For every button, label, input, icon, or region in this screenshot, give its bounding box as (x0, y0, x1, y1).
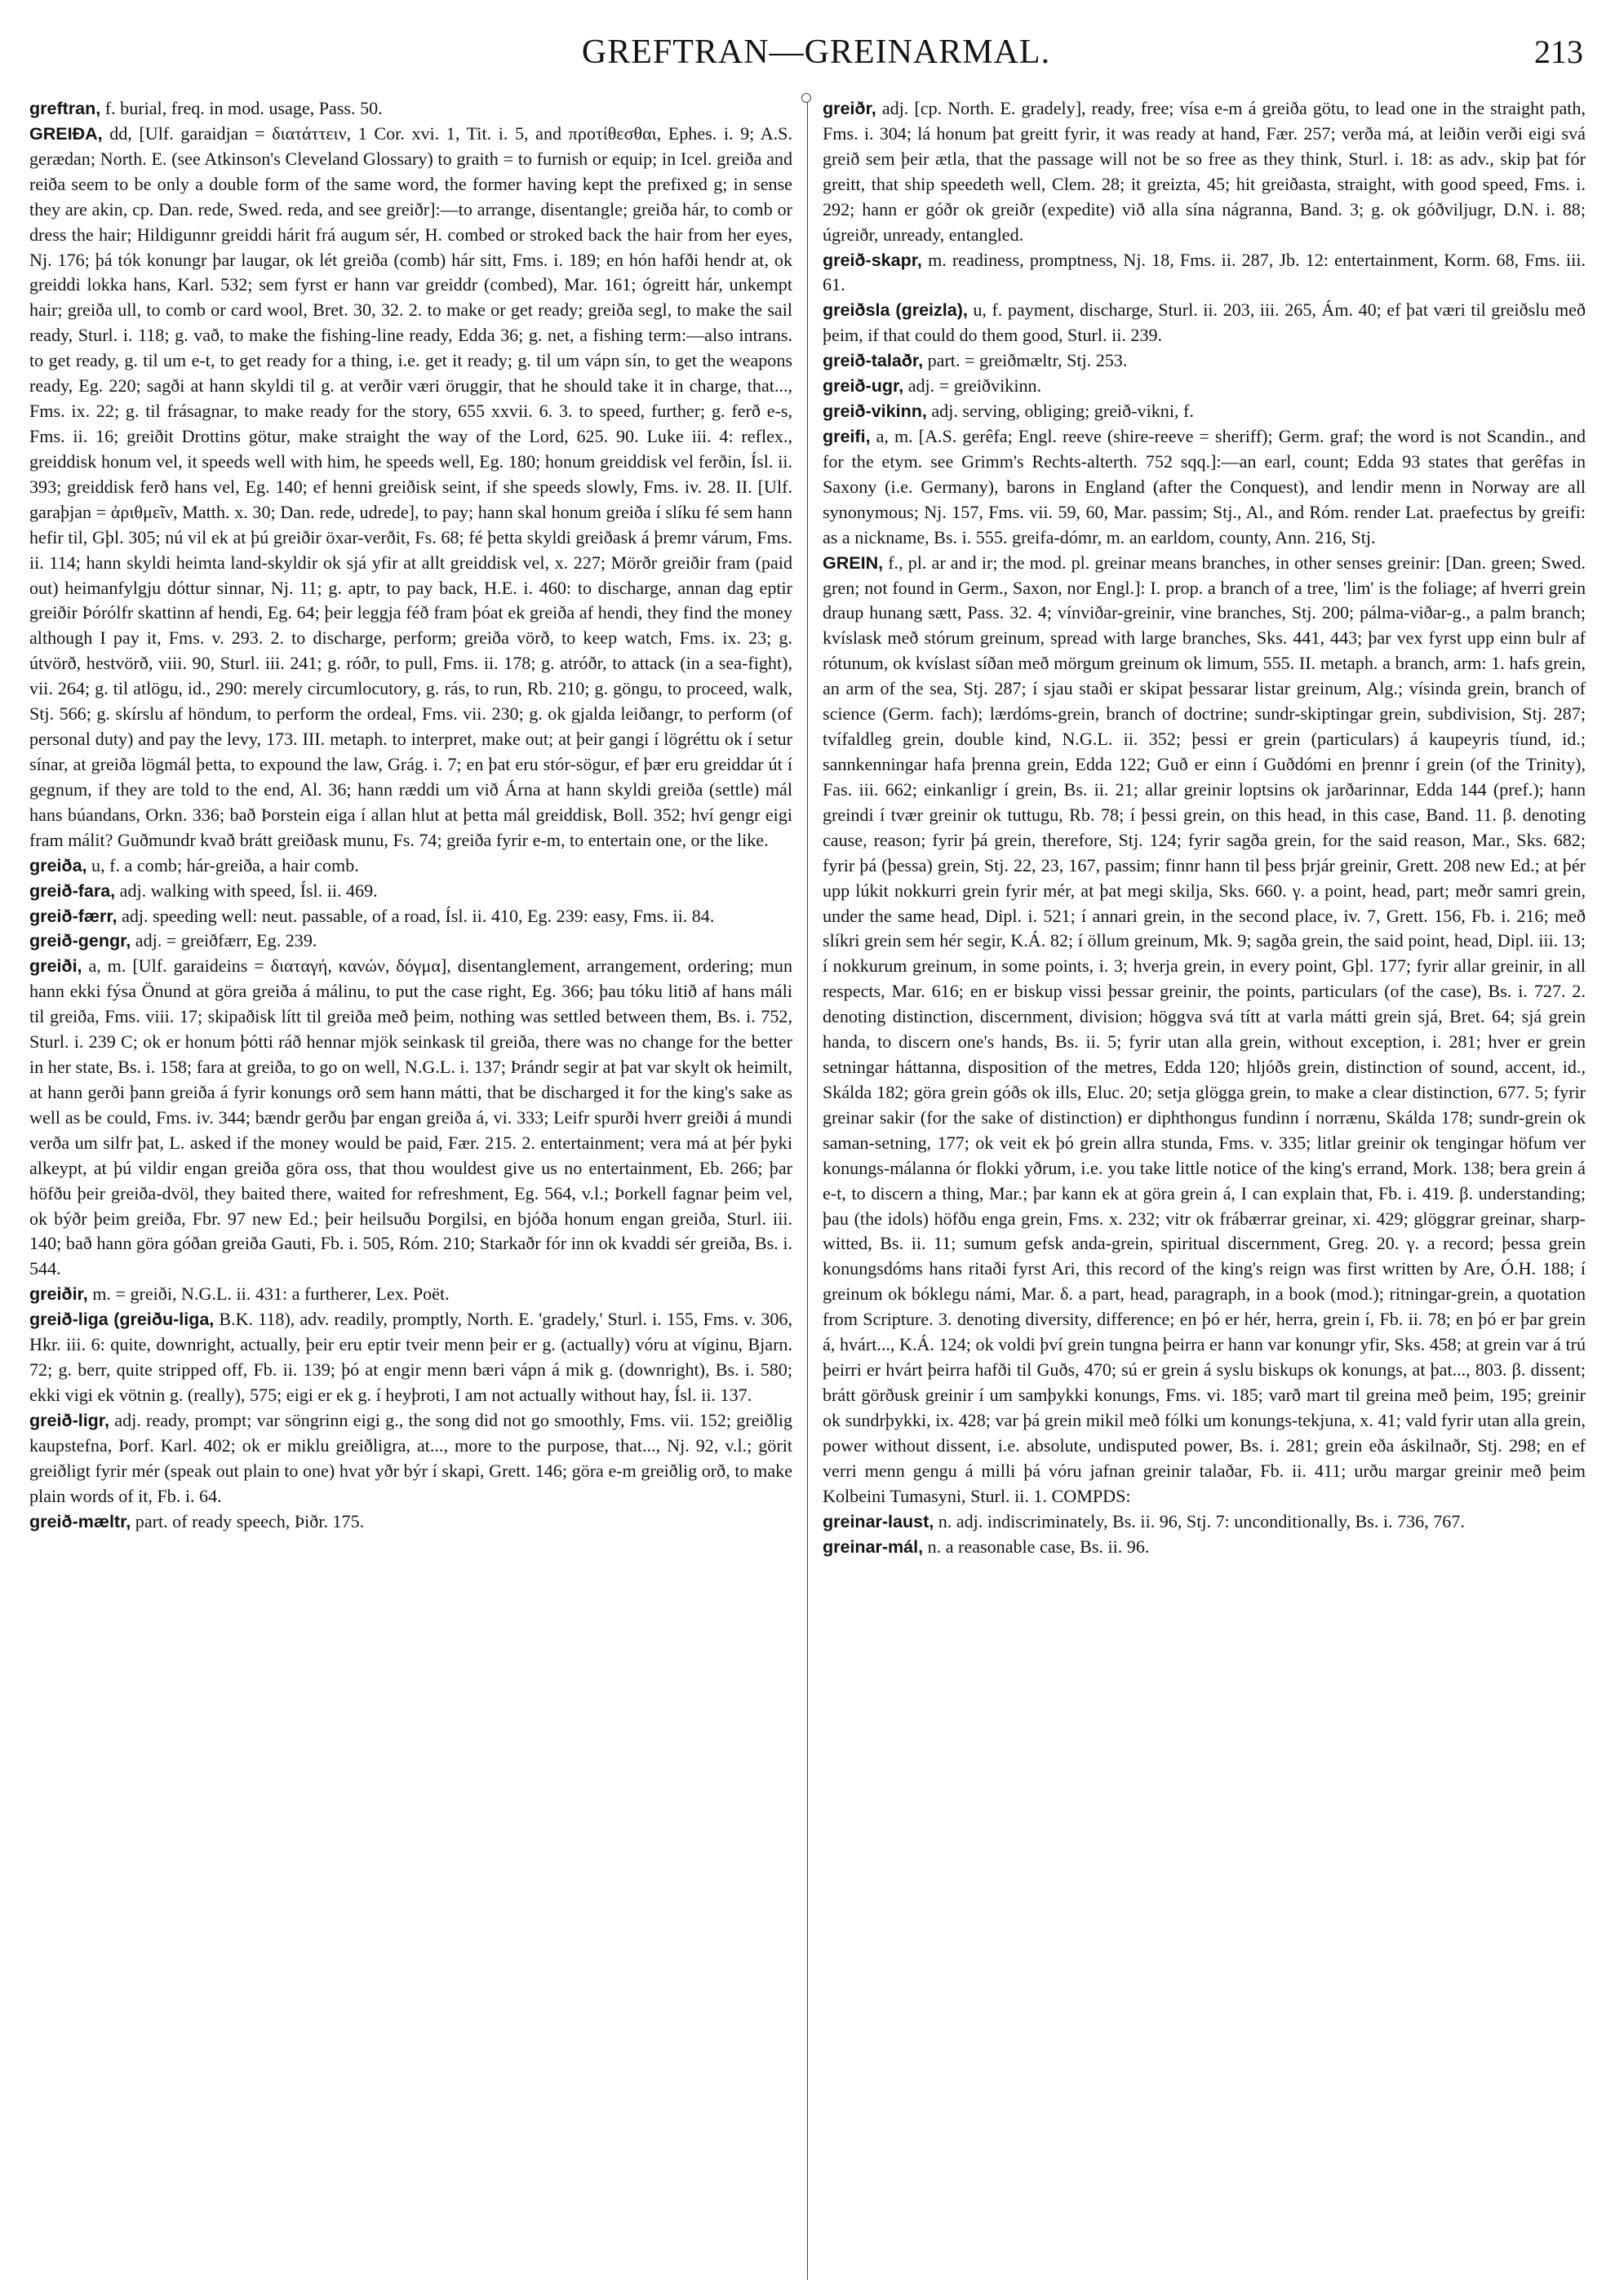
entry-definition: n. adj. indiscriminately, Bs. ii. 96, Stj. 7: unconditionally, Bs. i. 736, 767. (938, 1510, 1465, 1531)
entry-definition: f., pl. ar and ir; the mod. pl. greinar means branches, in other senses greinir: [Dan. green; Swed. gren; not found in Germ., Saxon, nor Engl.]: I. prop. a branch of a tree, 'lim' is the foliage; af hverri grein draup hunang sætt, Pass. 32. 4; vínviðar-greinir, vine branches, Stj. 200; pálma-viðar-g., a palm branch; kvíslask með stórum greinum, spread with large branches, Sks. 441, 443; þar vex fyrst upp einn bulr af rótunum, ok kvíslast síðan með mörgum greinum ok limum, 555. II. metaph. a branch, arm: 1. hafs grein, an arm of the sea, Stj. 287; í sjau staði er skipat þessarar listar greinum, Alg.; vísinda grein, branch of science (Germ. fach); lærdóms-grein, branch of doctrine; sundr-skiptingar grein, subdivision, Stj. 287; tvífaldleg grein, double kind, N.G.L. ii. 352; þessi er grein (particulars) á kaupeyris tíund, id.; sannkenningar hafa þrenna grein, Edda 122; Guð er einn í Guðdómi en þrennr í grein (of the Trinity), Fas. iii. 662; einkanligr í grein, Bs. ii. 21; allar greinir loptsins ok jarðarinnar, Edda 144 (pref.); hann greindi í tvær greinir ok tuttugu, Rb. 78; í þessi grein, on this head, in this case, Band. 11. β. denoting cause, reason; fyrir þá grein, therefore, Stj. 124; fyrir sagða grein, for the said reason, Mar., Sks. 682; fyrir þá (þessa) grein, Stj. 22, 23, 167, passim; finnr hann til þess þrjár greinir, Grett. 208 new Ed.; at þér upp lúkit nokkurri grein fyrir mér, at þat megi skilja, Sks. 660. γ. a point, head, part; meðr samri grein, under the same head, Dipl. i. 521; í annari grein, in the second place, iv. 7, Grett. 156, Fb. i. 216; með slíkri grein sem hér segir, K.Á. 82; í öllum greinum, Mk. 9; sagða grein, the said point, head, Dipl. iii. 13; í nokkurum greinum, in some points, i. 3; hverja grein, in every point, Gþl. 177; fyrir allar greinir, in all respects, Mar. 616; en er biskup vissi þessar greinir, the points, particulars (of the case), Bs. i. 727. 2. denoting distinction, discernment, division; höggva svá títt at varla mátti grein sjá, Bret. 64; sjá grein handa, to discern one's hands, Bs. ii. 5; fyrir utan alla grein, without exception, i. 281; hver er grein setningar háttanna, disposition of the metres, Edda 120; hljóðs grein, distinction of sound, accent, id., Skálda 182; göra grein góðs ok ills, Eluc. 20; setja glögga grein, to make a clear distinction, 677. 5; fyrir greinar sakir (for the sake of distinction) er diphthongus fundinn í norrænu, Skálda 178; sundr-grein ok saman-setning, 177; ok veit ek þó grein allra stunda, Fms. v. 335; litlar greinir ok tengingar höfum ver konungs-málanna ór flokki yðrum, i.e. you take little notice of the king's errand, Mork. 138; bera grein á e-t, to discern a thing, Mar.; þar kann ek at göra grein á, I can explain that, Fb. i. 419. β. understanding; þau (the idols) höfðu enga grein, Fms. x. 232; vitr ok frábærrar greinar, xi. 429; glöggrar greinar, sharp-witted, Bs. ii. 11; sumum gefsk anda-grein, spiritual discernment, Greg. 20. γ. a record; þessa grein konungsdóms hans ritaði fyrst Ari, this record of the king's reign was first written by Are, Ó.H. 188; í greinum ok bóklegu námi, Mar. δ. a part, head, paragraph, in a book (mod.); ritningar-grein, a quotation from Scripture. 3. denoting diversity, difference; en þó er hér, herra, grein í, Fb. ii. 78; en þó er þar grein á, hvárt..., K.Á. 124; ok voldi því grein tungna þeirra er hann var konungr yfir, Sks. 458; at grein var á trú þeirri er hvárt þeirra hafði til Guðs, 470; sú er grein á syslu biskups ok konungs, at þat..., 803. β. dissent; brátt görðusk greinir í um samþykki konungs, Fms. vi. 185; varð mart til greina með þeim, 195; greinir ok sundrþykki, ix. 428; var þá grein mikil með fólki um konungs-tekjuna, x. 41; vald fyrir utan alla grein, power without dissent, i.e. absolute, undisputed power, Bs. i. 281; grein eða áskilnaðr, Stj. 298; en ef verri menn gengu á milli þá vóru jafnan greinir talaðar, Fb. ii. 411; urðu margar greinir með þeim Kolbeini Tumasyni, Sturl. ii. 1. COMPDS: (823, 552, 1586, 1506)
entry-headword: greinar-laust, (823, 1511, 934, 1531)
entry-headword: greið-mæltr, (29, 1511, 131, 1531)
dictionary-entry (823, 424, 1586, 551)
entry-definition: a, m. [Ulf. garaideins = διαταγή, κανών, δόγμα], disentanglement, arrangement, ordering; mun hann ekki fýsa Önund at göra greiða á málinu, to put the case right, Eg. 366; þau tóku litið af hans máli til greiða, Fms. viii. 17; skipaðisk lítt til greiða með þeim, nothing was settled between them, Bs. i. 752, Sturl. i. 239 C; ok er honum þótti ráð hennar mjök seinkask til greiða, there was no change for the better in her state, Bs. i. 158; fara at greiða, to go on well, N.G.L. i. 137; Þrándr segir at þat var skylt ok heimilt, at hann gerði þann greiða á fyrir konungs orð sem hann mátti, that be discharged it for the king's sake as well as be could, Fms. iv. 344; bændr gerðu þar engan greiða á, vi. 333; Leifr spurði hverr greiði á mundi verða um silfr þat, L. asked if the money would be paid, Fær. 215. 2. entertainment; vera má at þér þyki alkeypt, at þú vildir engan greiða göra oss, that thou wouldest give us no entertainment, Eb. 266; þar höfðu þeir greiða-dvöl, they baited there, waited for refreshment, Eg. 564, v.l.; Þorkell fagnar þeim vel, ok býðr þeim greiða, Fbr. 97 new Ed.; þeir heilsuðu Þorgilsi, en bjóða honum engan greiða, Sturl. iii. 140; bað hann göra góðan greiða Gauti, Fb. i. 505, Róm. 210; Starkaðr fór inn ok kvaddi sér greiða, Bs. i. 544. (29, 955, 792, 1279)
entry-headword: greið-gengr, (29, 931, 131, 951)
entry-headword: greiðsla (greizla), (823, 300, 968, 321)
dictionary-entry (29, 122, 792, 853)
entry-headword: greiði, (29, 956, 82, 977)
column-rule-ornament (801, 93, 811, 103)
dictionary-entry (823, 374, 1586, 399)
entry-definition: part. of ready speech, Þiðr. 175. (135, 1510, 365, 1531)
dictionary-entry (29, 904, 792, 929)
dictionary-entry (29, 879, 792, 904)
entry-definition: adj. speeding well: neut. passable, of a road, Ísl. ii. 410, Eg. 239: easy, Fms. ii. 84. (122, 905, 715, 926)
dictionary-entry (823, 551, 1586, 1509)
entry-definition: m. readiness, promptness, Nj. 18, Fms. ii. 287, Jb. 12: entertainment, Korm. 68, Fms. iii. 61. (823, 249, 1586, 295)
column-rule (807, 96, 808, 2280)
entry-definition: adj. = greiðfærr, Eg. 239. (135, 930, 317, 951)
entry-definition: dd, [Ulf. garaidjan = διατάττειν, 1 Cor. xvi. 1, Tit. i. 5, and προτίθεσθαι, Ephes. i. 9; A.S. gerædan; North. E. (see Atkinson's Cleveland Glossary) to graith = to furnish or equip; in Icel. greiða and reiða seem to be only a double form of the same word, the former having kept the prefixed g; in sense they are akin, cp. Dan. rede, Swed. reda, and see greiðr]:—to arrange, disentangle; greiða hár, to comb or dress the hair; Hildigunnr greiddi hárit frá augum sér, H. combed or stroked back the hair from her eyes, Nj. 176; þá tók konungr þar laugar, ok lét greiða (comb) hár sitt, Fms. i. 189; en hón hafði hendr at, ok greiddi lokka hans, Karl. 532; sem fyrst er hann var greiddr (combed), Mar. 161; ógreitt hár, unkempt hair; greiða ull, to comb or card wool, Bret. 30, 32. 2. to make or get ready; greiða segl, to make the sail ready, Sturl. i. 118; g. vað, to make the fishing-line ready, Edda 36; g. net, a fishing term:—also intrans. to get ready, g. til um e-t, to get ready for a thing, i.e. get it ready; g. til um vápn sín, to get the weapons ready, Eg. 220; sagði at hann skyldi til g. at verðir væri öruggir, that he should take it in charge, that..., Fms. ix. 22; g. til frásagnar, to make ready for the story, 655 xxvii. 6. 3. to speed, further; g. ferð e-s, Fms. ii. 16; greiðit Drottins götur, make straight the way of the Lord, 625. 90. Luke iii. 4: reflex., greiddisk honum vel, it speeds well with him, he speeds well, Eg. 180; honum greiddisk vel ferðin, Ísl. ii. 393; greiddisk ferð hans vel, Eg. 140; ef henni greiðisk seint, if she speeds slowly, Fms. iv. 28. II. [Ulf. garaþjan = ἀριθμεῖν, Matth. x. 30; Dan. rede, udrede], to pay; hann skal honum greiða í slíku fé sem hann hefir til, Gþl. 305; nú vil ek at þú greiðir öxar-verðit, Fs. 68; fé þetta skyldi greiðask á þremr várum, Fms. ii. 114; hann skyldi heimta land-skyldir ok sjá yfir at allt greiddisk vel, x. 227; Mörðr greiðir fram (paid out) heimanfylgju dóttur sinnar, Nj. 11; g. aptr, to pay back, H.E. i. 460: to discharge, annan dag eptir greiðir Þórólfr skattinn af hendi, Eg. 64; þeir leggja féð fram þóat ek greiða af hendi, they find the money although I pay it, Fms. v. 293. 2. to discharge, perform; greiða vörð, to keep watch, Fms. ix. 23; g. útvörð, hestvörð, viii. 90, Sturl. iii. 241; g. róðr, to pull, Fms. ii. 178; g. atróðr, to attack (in a sea-fight), vii. 264; g. til atlögu, id., 290: merely circumlocutory, g. rás, to run, Rb. 210; g. göngu, to proceed, walk, Stj. 566; g. skírslu af höndum, to perform the ordeal, Fms. vii. 230; g. ok gjalda leiðangr, to perform (of personal duty) and pay the levy, 173. III. metaph. to interpret, make out; at þeir gangi í lögréttu ok í setur sínar, at greiða lögmál þetta, to expound the law, Grág. i. 7; en þat eru stór-sögur, ef þær eru greiddar út í gegnum, if they are told to the end, Al. 36; hann ræddi um við Árna at hann skyldi greiða (settle) mál hans búandans, Orkn. 336; bað Þorstein eiga í allan hlut at þetta mál greiddisk, Boll. 352; hví gengr eigi fram málit? Guðmundr kvað brátt greiðask munu, Fs. 74; greiða fyrir e-m, to entertain one, or the like. (29, 122, 792, 850)
dictionary-entry (29, 853, 792, 879)
entry-definition: adj. = greiðvikinn. (907, 375, 1042, 397)
page-number: 213 (1534, 33, 1583, 70)
entry-headword: greiðir, (29, 1284, 88, 1305)
entry-headword: greið-talaðr, (823, 351, 924, 371)
page-header (49, 24, 1583, 82)
entry-headword: greið-liga (greiðu-liga, (29, 1310, 215, 1330)
dictionary-entry (29, 1509, 792, 1535)
dictionary-columns (29, 96, 1586, 2280)
entry-definition: adj. ready, prompt; var söngrinn eigi g., the song did not go smoothly, Fms. vii. 152; greiðlig kaupstefna, Þorf. Karl. 402; ok er miklu greiðligra, at..., more to the purpose, that..., Nj. 92, v.l.; görit greiðligt fyrir mér (speak out plain to one) hvat yðr býr í skapi, Grett. 146; göra e-m greiðlig orð, to make plain words of it, Fb. i. 64. (29, 1409, 792, 1506)
entry-headword: greið-ligr, (29, 1410, 109, 1430)
entry-definition: u, f. a comb; hár-greiða, a hair comb. (91, 854, 359, 875)
dictionary-entry (29, 929, 792, 954)
entry-headword: GREIÐA, (29, 123, 103, 144)
dictionary-entry (29, 96, 792, 122)
dictionary-entry (823, 1535, 1586, 1560)
entry-definition: m. = greiði, N.G.L. ii. 431: a furtherer, Lex. Poët. (92, 1283, 450, 1305)
dictionary-entry (29, 1408, 792, 1509)
dictionary-entry (823, 399, 1586, 424)
dictionary-entry (29, 954, 792, 1282)
entry-definition: adj. walking with speed, Ísl. ii. 469. (119, 880, 378, 901)
entry-definition: adj. [cp. North. E. gradely], ready, free; vísa e-m á greiða götu, to lead one in the straight path, Fms. i. 304; lá honum þat greitt fyrir, it was ready at hand, Fær. 257; verða má, at leiðin verði eigi svá greið sem þeir ætla, that the passage will not be so free as they think, Sturl. i. 18: as adv., skip þat fór greitt, that ship speedeth well, Clem. 28; it greizta, 45; hit greiðasta, straight, with good speed, Fms. i. 292; hann er góðr ok greiðr (expedite) við alla sína nágranna, Band. 3; g. ok góðviljugr, D.N. i. 88; úgreiðr, unready, entangled. (823, 98, 1586, 245)
entry-headword: greið-ugr, (823, 376, 904, 397)
dictionary-entry (823, 1509, 1586, 1535)
entry-headword: greifi, (823, 426, 871, 446)
right-column (823, 96, 1586, 2280)
entry-headword: greiða, (29, 855, 87, 875)
entry-headword: GREIN, (823, 552, 884, 573)
entry-headword: greinar-mál, (823, 1536, 924, 1557)
entry-headword: greftran, (29, 99, 101, 118)
entry-definition: part. = greiðmæltr, Stj. 253. (927, 350, 1128, 371)
entry-definition: n. a reasonable case, Bs. ii. 96. (927, 1536, 1150, 1557)
entry-definition: a, m. [A.S. gerêfa; Engl. reeve (shire-reeve = sheriff); Germ. graf; the word is not Scandin., and for the etym. see Grimm's Rechts-alterth. 752 sqq.]:—an earl, count; Edda 93 states that gerêfas in Saxony (i.e. Germany), barons in England (after the Conquest), and lendir menn in Norway are all synonymous; Nj. 157, Fms. vii. 59, 60, Mar. passim; Stj., Al., and Róm. render Lat. praefectus by greifi: as a nickname, Bs. i. 555. greifa-dómr, m. an earldom, county, Ann. 216, Stj. (823, 425, 1586, 547)
entry-headword: greið-fara, (29, 880, 116, 901)
dictionary-entry (823, 248, 1586, 299)
left-column (29, 96, 792, 2280)
dictionary-entry (29, 1282, 792, 1307)
dictionary-entry (29, 1307, 792, 1408)
entry-definition: B.K. 118), adv. readily, promptly, North. E. 'gradely,' Sturl. i. 155, Fms. v. 306, Hkr. iii. 6: quite, downright, actually, þeir eru eptir tveir menn þeir er g. (actually) vóru at víginu, Bjarn. 72; g. berr, quite stripped off, Fb. ii. 139; þó at engir menn bæri vápn á mik g. (downright), Bs. i. 580; ekki vigi ek vötnin g. (really), 575; eigi er ek g. í heyþroti, I am not actually without hay, Ísl. ii. 137. (29, 1309, 792, 1406)
running-head: GREFTRAN—GREINARMAL. (581, 33, 1051, 71)
dictionary-entry (823, 348, 1586, 374)
dictionary-entry (823, 96, 1586, 248)
entry-headword: greið-færr, (29, 906, 118, 926)
entry-headword: greið-vikinn, (823, 401, 927, 422)
entry-definition: f. burial, freq. in mod. usage, Pass. 50. (104, 98, 383, 118)
entry-definition: u, f. payment, discharge, Sturl. ii. 203, iii. 265, Ám. 40; ef þat væri til greiðslu með þeim, if that could do them good, Sturl. ii. 239. (823, 299, 1586, 346)
dictionary-entry (823, 298, 1586, 348)
entry-headword: greiðr, (823, 99, 876, 118)
entry-headword: greið-skapr, (823, 250, 922, 270)
entry-definition: adj. serving, obliging; greið-vikni, f. (931, 401, 1194, 422)
